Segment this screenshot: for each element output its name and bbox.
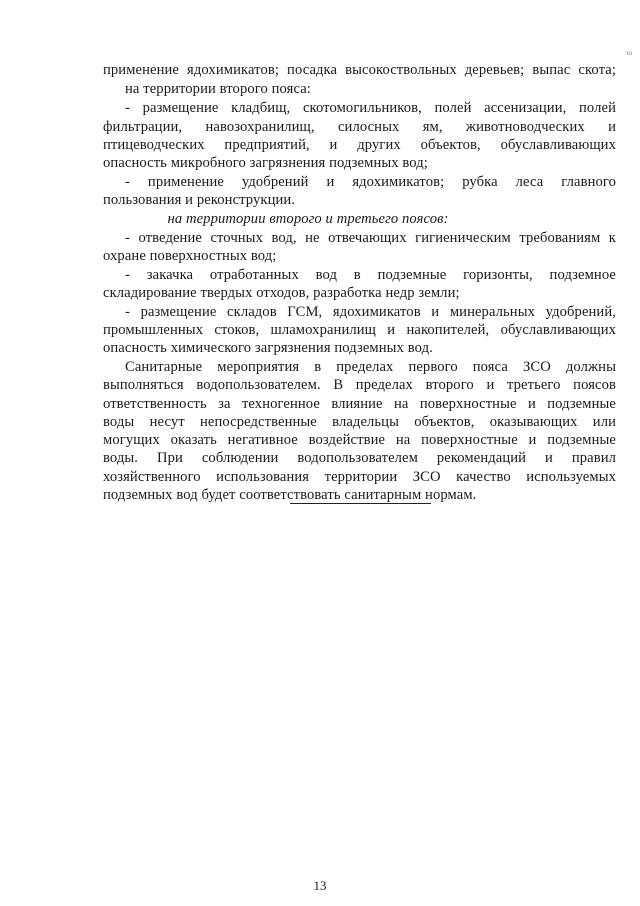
text-line: применение ядохимикатов; посадка высокоствольных деревьев; выпас скота; [103,62,616,78]
text-line: охране поверхностных вод; [103,248,277,264]
edge-mark: ω [626,48,632,57]
text-line: на территории второго пояса: [125,81,311,97]
text-line: Санитарные мероприятия в пределах первого пояса ЗСО должны [125,359,616,375]
text-line: воды. При соблюдении водопользователем рекомендаций и правил [103,450,616,466]
text-line: - отведение сточных вод, не отвечающих гигиеническим требованиям к [125,230,616,246]
text-line: подземных вод будет соответствовать санитарным нормам. [103,487,477,503]
text-line: птицеводческих предприятий, и других объектов, обуславливающих [103,137,616,153]
text-line: промышленных стоков, шламохранилищ и накопителей, обуславливающих [103,322,616,338]
text-line: воды несут непосредственные владельцы объектов, оказывающих или [103,414,616,430]
text-line: складирование твердых отходов, разработка недр земли; [103,285,460,301]
text-line: - размещение складов ГСМ, ядохимикатов и минеральных удобрений, [125,304,616,320]
text-line: ответственность за техногенное влияние на поверхностные и подземные [103,396,616,412]
text-line: - размещение кладбищ, скотомогильников, полей ассенизации, полей [125,100,616,116]
text-line: фильтрации, навозохранилищ, силосных ям, животноводческих и [103,119,616,135]
text-line: могущих оказать негативное воздействие на поверхностные и подземные [103,432,616,448]
page-number: 13 [313,878,327,893]
text-line: хозяйственного использования территории ЗСО качество используемых [103,469,616,485]
text-line: опасность химического загрязнения подземных вод. [103,340,433,356]
text-line: пользования и реконструкции. [103,192,296,208]
text-line: - закачка отработанных вод в подземные горизонты, подземное [125,267,616,283]
section-subheading: на территории второго и третьего поясов: [167,211,449,227]
text-line: выполняться водопользователем. В пределах второго и третьего поясов [103,377,616,393]
text-line: опасность микробного загрязнения подземных вод; [103,155,428,171]
text-line: - применение удобрений и ядохимикатов; рубка леса главного [125,174,616,190]
end-divider [290,503,431,504]
